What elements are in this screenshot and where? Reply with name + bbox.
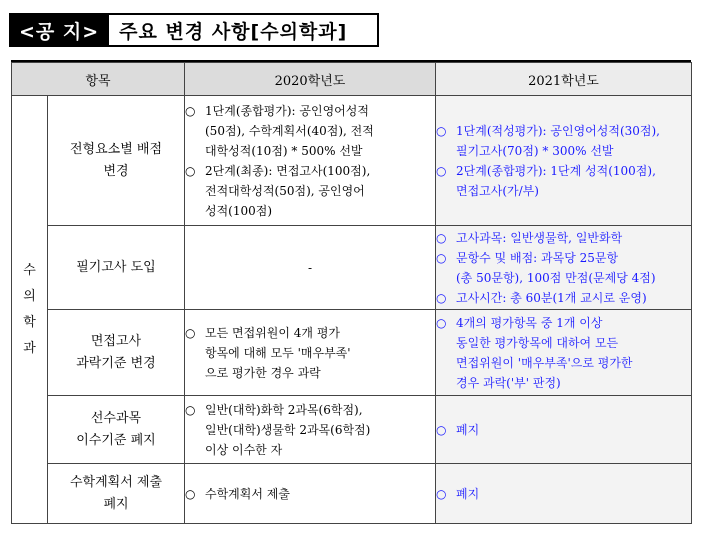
bullet-circle-icon: ○ — [185, 325, 196, 340]
bullet-item — [436, 121, 691, 161]
bullet-line: (50점), 수학계획서(40점), 전적 — [205, 123, 374, 138]
bullet-line: 고사과목: 일반생물학, 일반화학 — [456, 230, 623, 245]
row-label-line: 선수과목 — [90, 410, 142, 426]
bullet-circle-icon: ○ — [436, 422, 447, 437]
bullet-circle-icon: ○ — [185, 163, 196, 178]
bullet-circle-icon: ○ — [436, 250, 447, 265]
cell-2021 — [436, 226, 692, 310]
bullet-line: 대학성적(10점) * 500% 선발 — [205, 143, 363, 158]
bullet-line: 성적(100점) — [205, 203, 273, 218]
row-label-line: 면접고사 — [90, 333, 142, 349]
row-label-line: 과락기준 변경 — [76, 355, 156, 371]
bullet-circle-icon: ○ — [436, 163, 447, 178]
row-label-line: 수학계획서 제출 — [69, 474, 163, 490]
bullet-item — [436, 288, 691, 308]
dept-cell — [12, 96, 48, 524]
dept-char: 과 — [23, 340, 36, 356]
table-row — [12, 310, 692, 396]
cell-2021 — [436, 96, 692, 226]
changes-table — [11, 62, 692, 524]
cell-2020 — [185, 396, 436, 464]
row-label — [48, 396, 185, 464]
bullet-line: 수학계획서 제출 — [205, 486, 290, 501]
cell-2021 — [436, 396, 692, 464]
row-label — [48, 226, 185, 310]
bullet-text — [456, 484, 691, 504]
bullet-text — [456, 420, 691, 440]
dept-char: 수 — [23, 262, 36, 278]
row-label-line: 폐지 — [103, 496, 129, 512]
cell-2020 — [185, 464, 436, 524]
cell-2020 — [185, 310, 436, 396]
bullet-line: 폐지 — [456, 422, 480, 437]
cell-2021 — [436, 310, 692, 396]
bullet-line: 동일한 평가항목에 대하여 모든 — [456, 335, 619, 350]
bullet-line: 문항수 및 배점: 과목당 25문항 — [456, 250, 619, 265]
bullet-circle-icon: ○ — [436, 230, 447, 245]
bullet-line: 면접위원이 '매우부족'으로 평가한 — [456, 355, 633, 370]
row-label — [48, 310, 185, 396]
bullet-circle-icon: ○ — [436, 123, 447, 138]
bullet-text — [205, 101, 435, 161]
bullet-item — [185, 323, 435, 383]
bullet-line: 1단계(종합평가): 공인영어성적 — [205, 103, 369, 118]
bullet-circle-icon: ○ — [436, 486, 447, 501]
bullet-item — [436, 248, 691, 288]
notice-tag: <공 지> — [11, 15, 109, 45]
bullet-line: 1단계(적성평가): 공인영어성적(30점), — [456, 123, 660, 138]
bullet-text — [456, 313, 691, 393]
bullet-item — [436, 161, 691, 201]
bullet-item — [436, 420, 691, 440]
notice-title-box — [9, 13, 379, 47]
bullet-line: 4개의 평가항목 중 1개 이상 — [456, 315, 603, 330]
bullet-text — [205, 161, 435, 221]
bullet-text — [205, 400, 435, 460]
bullet-item — [185, 400, 435, 460]
bullet-circle-icon: ○ — [185, 103, 196, 118]
bullet-line: 전적대학성적(50점), 공인영어 — [205, 183, 365, 198]
bullet-circle-icon: ○ — [185, 402, 196, 417]
bullet-line: 면접고사(가/부) — [456, 183, 539, 198]
cell-2021 — [436, 464, 692, 524]
bullet-circle-icon: ○ — [436, 290, 447, 305]
bullet-text — [456, 121, 691, 161]
row-label — [48, 464, 185, 524]
bullet-circle-icon: ○ — [436, 315, 447, 330]
bullet-line: 모든 면접위원이 4개 평가 — [205, 325, 340, 340]
empty-value: - — [307, 260, 313, 275]
bullet-circle-icon: ○ — [185, 486, 196, 501]
bullet-text — [456, 248, 691, 288]
cell-2020 — [185, 226, 436, 310]
bullet-item — [436, 484, 691, 504]
dept-char: 의 — [23, 288, 36, 304]
row-label-line: 변경 — [103, 163, 129, 179]
bullet-item — [436, 228, 691, 248]
bullet-line: 이상 이수한 자 — [205, 442, 283, 457]
header-item: 항목 — [12, 63, 185, 96]
bullet-line: 항목에 대해 모두 '매우부족' — [205, 345, 351, 360]
bullet-line: 으로 평가한 경우 과락 — [205, 365, 321, 380]
bullet-item — [185, 484, 435, 504]
bullet-line: 필기고사(70점) * 300% 선발 — [456, 143, 614, 158]
dept-name — [12, 258, 47, 362]
row-label-line: 이수기준 폐지 — [76, 432, 156, 448]
cell-2020 — [185, 96, 436, 226]
bullet-line: 고사시간: 총 60분(1개 교시로 운영) — [456, 290, 647, 305]
bullet-item — [185, 101, 435, 161]
table-header-row — [12, 63, 692, 96]
row-label-line: 전형요소별 배점 — [69, 141, 163, 157]
row-label — [48, 96, 185, 226]
bullet-item — [185, 161, 435, 221]
bullet-text — [205, 323, 435, 383]
bullet-line: (총 50문항), 100점 만점(문제당 4점) — [456, 270, 656, 285]
table-row — [12, 396, 692, 464]
bullet-text — [456, 228, 691, 248]
bullet-line: 일반(대학)생물학 2과목(6학점) — [205, 422, 371, 437]
bullet-text — [456, 288, 691, 308]
header-2021: 2021학년도 — [436, 63, 692, 96]
bullet-text — [456, 161, 691, 201]
bullet-line: 2단계(최종): 면접고사(100점), — [205, 163, 371, 178]
header-2020: 2020학년도 — [185, 63, 436, 96]
table-row — [12, 464, 692, 524]
bullet-line: 2단계(종합평가): 1단계 성적(100점), — [456, 163, 656, 178]
bullet-line: 경우 과락('부' 판정) — [456, 375, 561, 390]
bullet-item — [436, 313, 691, 393]
page-title: 주요 변경 사항[수의학과] — [119, 20, 348, 43]
table-row — [12, 96, 692, 226]
bullet-line: 일반(대학)화학 2과목(6학점), — [205, 402, 363, 417]
table-row — [12, 226, 692, 310]
bullet-text — [205, 484, 435, 504]
bullet-line: 폐지 — [456, 486, 480, 501]
row-label-line: 필기고사 도입 — [76, 259, 156, 275]
dept-char: 학 — [23, 314, 36, 330]
